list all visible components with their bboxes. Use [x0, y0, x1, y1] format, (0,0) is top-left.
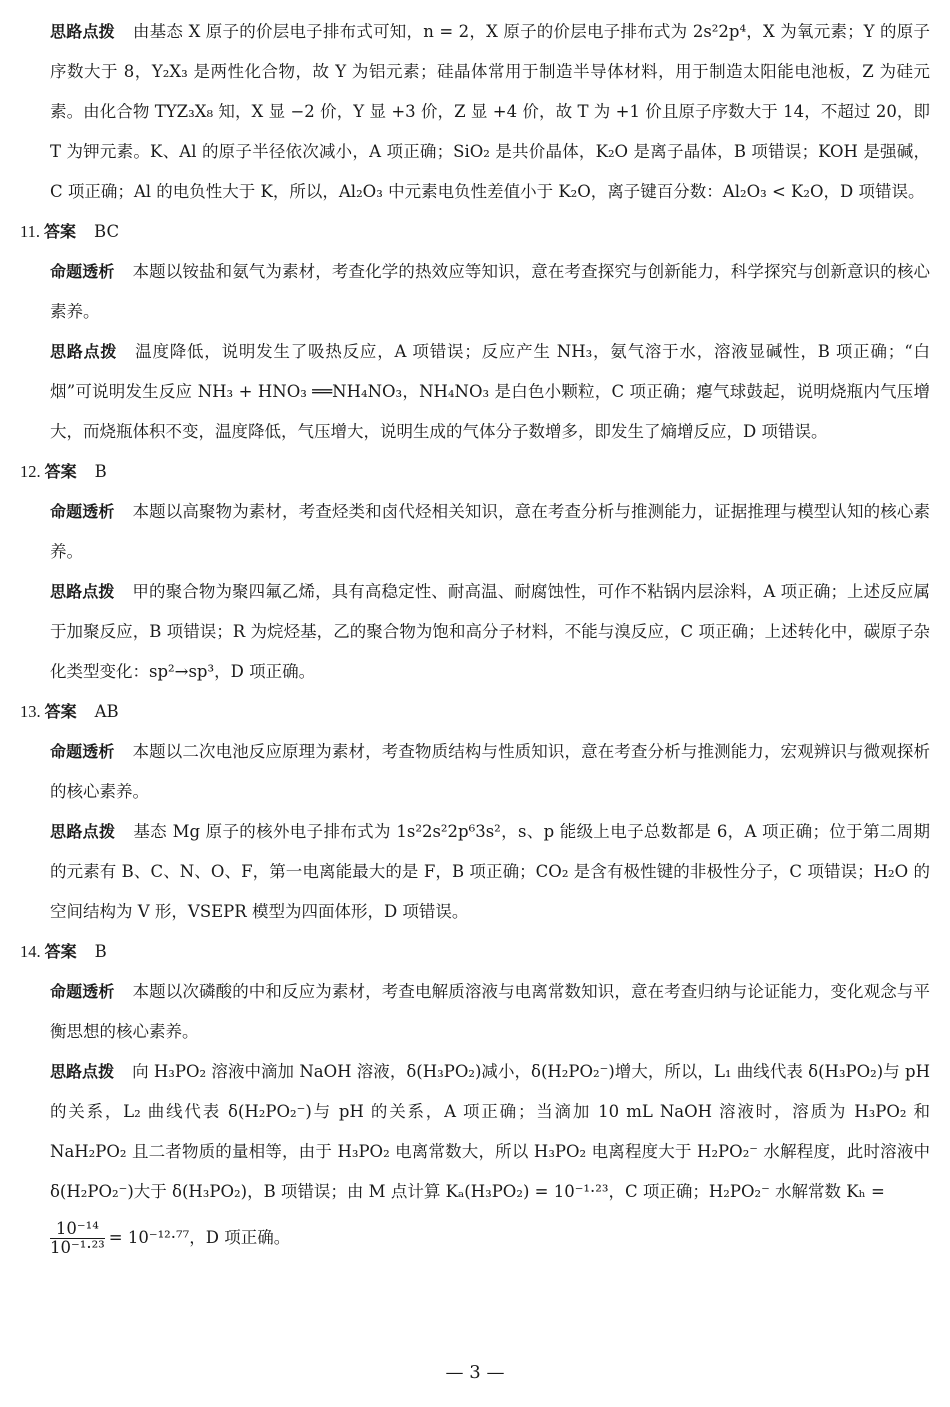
q11-intent-text: 本题以铵盐和氨气为素材，考查化学的热效应等知识，意在考查探究与创新能力，科学探究与创新意识的核心素养。 — [50, 262, 930, 321]
intent-label: 命题透析 — [50, 502, 115, 521]
intent-label: 命题透析 — [50, 262, 115, 281]
q14-analysis-text: 向 H₃PO₂ 溶液中滴加 NaOH 溶液，δ(H₃PO₂)减小，δ(H₂PO₂⁻)增大，所以，L₁ 曲线代表 δ(H₃PO₂)与 pH 的关系，L₂ 曲线代表 δ(H₂PO₂⁻)与 pH 的关系，A 项正确；当滴加 10 mL NaOH 溶液时，溶质为 H₃PO₂ 和 NaH₂PO₂ 且二者物质的量相等，由于 H₃PO₂ 电离常数大，所以 H₃PO₂ 电离程度大于 H₂PO₂⁻ 水解程度，此时溶液中δ(H₂PO₂⁻)大于 δ(H₃PO₂)，B 项错误；由 M 点计算 Kₐ(H₃PO₂) = 10⁻¹·²³，C 项正确；H₂PO₂⁻ 水解常数 Kₕ = — [50, 1062, 930, 1201]
fraction-denominator: 10⁻¹·²³ — [50, 1238, 105, 1257]
q14-number: 14. — [20, 942, 41, 961]
q12-answer: B — [94, 462, 107, 481]
q13-intent — [50, 732, 930, 812]
q12-number: 12. — [20, 462, 41, 481]
q13-answer: AB — [94, 702, 119, 721]
analysis-label: 思路点拨 — [50, 582, 115, 601]
q14-answer-line — [20, 932, 930, 972]
answer-label: 答案 — [44, 462, 77, 481]
answer-label: 答案 — [44, 942, 77, 961]
answer-label: 答案 — [44, 222, 77, 241]
intent-label: 命题透析 — [50, 742, 115, 761]
q10-analysis-text: 由基态 X 原子的价层电子排布式可知，n = 2，X 原子的价层电子排布式为 2s²2p⁴，X 为氧元素；Y 的原子序数大于 8，Y₂X₃ 是两性化合物，故 Y 为铝元素；硅晶体常用于制造半导体材料，用于制造太阳能电池板，Z 为硅元素。由化合物 TYZ₃X₈ 知，X 显 −2 价，Y 显 +3 价，Z 显 +4 价，故 T 为 +1 价且原子序数大于 14，不超过 20，即 T 为钾元素。K、Al 的原子半径依次减小，A 项正确；SiO₂ 是共价晶体，K₂O 是离子晶体，B 项错误；KOH 是强碱，C 项正确；Al 的电负性大于 K，所以，Al₂O₃ 中元素电负性差值小于 K₂O，离子键百分数：Al₂O₃ < K₂O，D 项错误。 — [50, 22, 930, 201]
q14-fraction-line — [50, 1212, 930, 1264]
q14-analysis — [50, 1052, 930, 1212]
q11-answer: BC — [94, 222, 120, 241]
q12-intent — [50, 492, 930, 572]
analysis-label: 思路点拨 — [50, 822, 116, 841]
q11-intent — [50, 252, 930, 332]
q11-number: 11. — [20, 222, 41, 241]
intent-label: 命题透析 — [50, 982, 115, 1001]
q13-intent-text: 本题以二次电池反应原理为素材，考查物质结构与性质知识，意在考查分析与推测能力，宏观辨识与微观探析的核心素养。 — [50, 742, 930, 801]
kh-fraction — [50, 1220, 105, 1257]
q14-intent-text: 本题以次磷酸的中和反应为素材，考查电解质溶液与电离常数知识，意在考查归纳与论证能力，变化观念与平衡思想的核心素养。 — [50, 982, 930, 1041]
fraction-numerator: 10⁻¹⁴ — [50, 1220, 105, 1239]
q13-number: 13. — [20, 702, 41, 721]
fraction-tail: = 10⁻¹²·⁷⁷，D 项正确。 — [108, 1228, 291, 1247]
analysis-label: 思路点拨 — [50, 1062, 115, 1081]
document-page — [20, 12, 930, 1264]
q12-answer-line — [20, 452, 930, 492]
q12-analysis — [50, 572, 930, 692]
q11-analysis-text: 温度降低，说明发生了吸热反应，A 项错误；反应产生 NH₃，氨气溶于水，溶液显碱性，B 项正确；“白烟”可说明发生反应 NH₃ + HNO₃ ══NH₄NO₃，NH₄NO₃ 是白色小颗粒，C 项正确；瘪气球鼓起，说明烧瓶内气压增大，而烧瓶体积不变，温度降低，气压增大，说明生成的气体分子数增多，即发生了熵增反应，D 项错误。 — [50, 342, 930, 441]
q13-analysis — [50, 812, 930, 932]
q13-answer-line — [20, 692, 930, 732]
q11-analysis — [50, 332, 930, 452]
q10-analysis — [50, 12, 930, 212]
q13-analysis-text: 基态 Mg 原子的核外电子排布式为 1s²2s²2p⁶3s²，s、p 能级上电子总数都是 6，A 项正确；位于第二周期的元素有 B、C、N、O、F，第一电离能最大的是 F，B 项正确；CO₂ 是含有极性键的非极性分子，C 项错误；H₂O 的空间结构为 V 形，VSEPR 模型为四面体形，D 项错误。 — [50, 822, 930, 921]
q12-intent-text: 本题以高聚物为素材，考查烃类和卤代烃相关知识，意在考查分析与推测能力，证据推理与模型认知的核心素养。 — [50, 502, 930, 561]
q12-analysis-text: 甲的聚合物为聚四氟乙烯，具有高稳定性、耐高温、耐腐蚀性，可作不粘锅内层涂料，A 项正确；上述反应属于加聚反应，B 项错误；R 为烷烃基，乙的聚合物为饱和高分子材料，不能与溴反应，C 项正确；上述转化中，碳原子杂化类型变化：sp²→sp³，D 项正确。 — [50, 582, 930, 681]
q11-answer-line — [20, 212, 930, 252]
q14-answer: B — [94, 942, 107, 961]
q14-intent — [50, 972, 930, 1052]
page-number: — 3 — — [445, 1362, 505, 1383]
analysis-label: 思路点拨 — [50, 22, 115, 41]
answer-label: 答案 — [44, 702, 77, 721]
analysis-label: 思路点拨 — [50, 342, 118, 361]
